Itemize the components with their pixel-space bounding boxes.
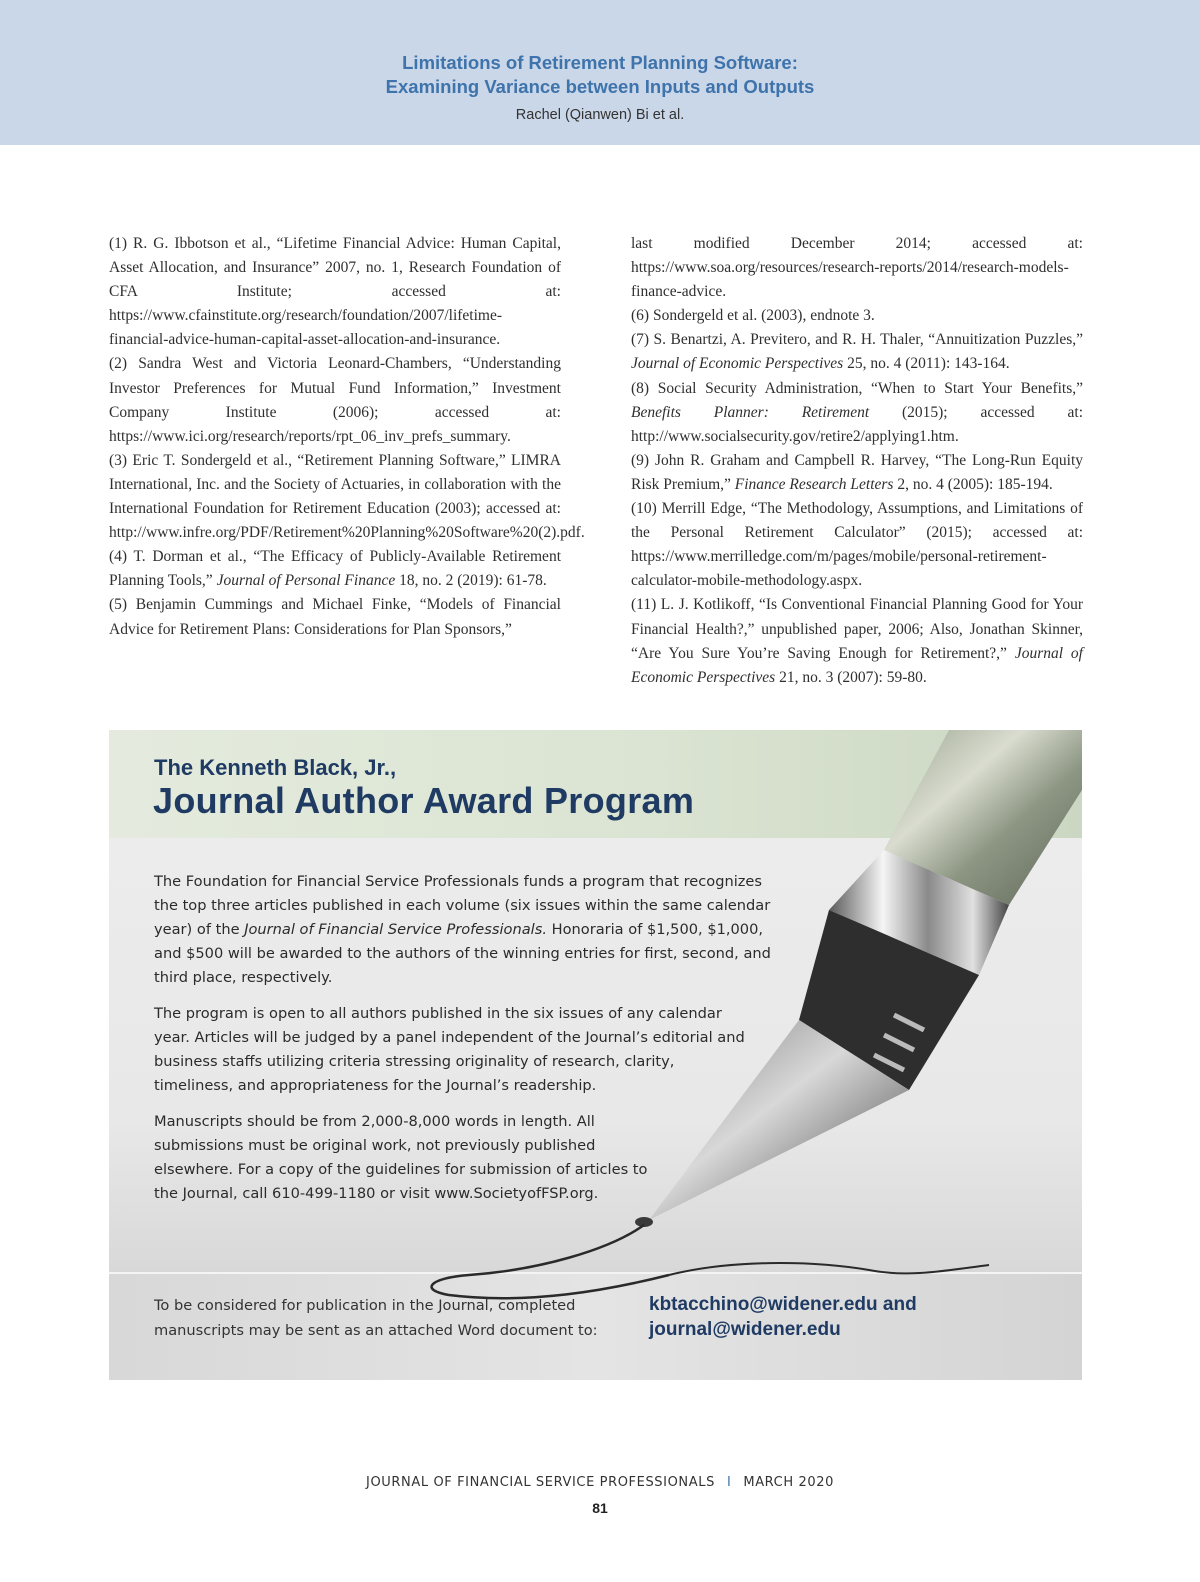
reference-text: last modified December 2014; accessed at: https://www.soa.org/resources/research-reports/2014/research-models-finance-advice. (631, 235, 1083, 301)
reference-item (631, 497, 1083, 593)
reference-text: (3) Eric T. Sondergeld et al., “Retirement Planning Software,” LIMRA International, Inc. and the Society of Actuaries, in collaboration with the International Foundation for Retirement Education (2003); accessed at: http://www.infre.org/PDF/Retirement%20Planning%20Software%20(2).pdf. (109, 451, 585, 542)
reference-text: (7) S. Benartzi, A. Previtero, and R. H. Thaler, “Annuitization Puzzles,” (631, 331, 1083, 349)
award-paragraph-3: Manuscripts should be from 2,000-8,000 words in length. All submissions must be original work, not previously published elsewhere. For a copy of the guidelines for submission of articles to the Journal, call 610-499-1180 or visit www.SocietyofFSP.org. (154, 1113, 648, 1202)
reference-text: (11) L. J. Kotlikoff, “Is Conventional Financial Planning Good for Your Financial Health?,” unpublished paper, 2006; Also, Jonathan Skinner, “Are You Sure You’re Saving Enough for Retirement?,” (631, 596, 1083, 662)
reference-text: (1) R. G. Ibbotson et al., “Lifetime Financial Advice: Human Capital, Asset Allocation, and Insurance” 2007, no. 1, Research Foundation of CFA Institute; accessed at: https://www.cfainstitute.org/research/foundation/2007/lifetime-financial-advice-human-capital-asset-allocation-and-insurance. (109, 235, 561, 349)
award-paragraph-1-text: The Foundation for Financial Service Professionals funds a program that recognizes the top three articles published in each volume (six issues within the same calendar year) of the (154, 873, 771, 938)
reference-item (109, 232, 561, 352)
page-header (0, 0, 1200, 145)
article-title-line-2: Examining Variance between Inputs and Outputs (385, 76, 815, 97)
award-journal-name: Journal of Financial Service Professionals. (244, 921, 547, 938)
reference-text: (2) Sandra West and Victoria Leonard-Chambers, “Understanding Investor Preferences for Mutual Fund Information,” Investment Company Institute (2006); accessed at: https://www.ici.org/research/reports/rpt_06_inv_prefs_summary. (109, 355, 561, 445)
reference-text: (9) John R. Graham and Campbell R. Harvey, “The Long-Run Equity Risk Premium,” (631, 451, 1083, 493)
reference-text: (5) Benjamin Cummings and Michael Finke, “Models of Financial Advice for Retirement Plans: Considerations for Plan Sponsors,” (109, 596, 561, 638)
footer-separator: I (726, 1475, 732, 1490)
award-paragraph-1 (154, 870, 774, 990)
award-paragraph-2: The program is open to all authors published in the six issues of any calendar year. Articles will be judged by a panel independent of the Journal’s editorial and business staffs utilizing criteria stressing originality of research, clarity, timeliness, and appropriateness for the Journal’s readership. (154, 1005, 745, 1094)
submission-emails (649, 1292, 979, 1342)
reference-citation: 25, no. 4 (2011): 143-164. (843, 355, 1010, 373)
footer-journal-name: JOURNAL OF FINANCIAL SERVICE PROFESSIONALS (366, 1475, 715, 1490)
reference-item (631, 593, 1083, 689)
submission-instructions: To be considered for publication in the Journal, completed manuscripts may be sent as an attached Word document to: (154, 1297, 598, 1339)
reference-item (631, 449, 1083, 497)
reference-publication: Journal of Economic Perspectives (631, 355, 844, 373)
reference-citation: 18, no. 2 (2019): 61-78. (395, 572, 547, 590)
reference-text: (6) Sondergeld et al. (2003), endnote 3. (631, 307, 875, 325)
footer-issue-date: MARCH 2020 (743, 1475, 834, 1490)
reference-item (109, 449, 585, 545)
reference-publication: Journal of Economic Perspectives (631, 644, 1083, 686)
email-link-1[interactable]: kbtacchino@widener.edu and (649, 1294, 917, 1315)
reference-citation: 21, no. 3 (2007): 59-80. (775, 668, 927, 686)
reference-item (109, 545, 561, 593)
reference-item (631, 377, 1083, 449)
reference-item (109, 593, 561, 641)
article-title-line-1: Limitations of Retirement Planning Software: (402, 52, 798, 73)
award-subtitle: The Kenneth Black, Jr., (154, 755, 397, 780)
reference-text: (10) Merrill Edge, “The Methodology, Assumptions, and Limitations of the Personal Retirement Calculator” (2015); accessed at: https://www.merrilledge.com/m/pages/mobile/personal-retirement-calculator-mobile-methodology.aspx. (631, 500, 1083, 590)
page-footer (0, 1475, 1200, 1490)
article-author: Rachel (Qianwen) Bi et al. (515, 107, 685, 123)
reference-publication: Finance Research Letters (734, 475, 894, 493)
reference-publication: Journal of Personal Finance (216, 572, 396, 590)
reference-citation: 2, no. 4 (2005): 185-194. (893, 475, 1053, 493)
reference-text: (4) T. Dorman et al., “The Efficacy of Publicly-Available Retirement Planning Tools,” (109, 548, 561, 590)
award-title: Journal Author Award Program (153, 780, 695, 821)
references-column-right (631, 232, 1083, 690)
reference-item (631, 328, 1083, 376)
reference-item (631, 304, 1083, 328)
reference-citation: (2015); accessed at: http://www.socialsecurity.gov/retire2/applying1.htm. (631, 403, 1083, 445)
reference-item (109, 352, 561, 448)
page-number: 81 (592, 1500, 608, 1516)
reference-text: (8) Social Security Administration, “When to Start Your Benefits,” (631, 379, 1083, 397)
email-link-2[interactable]: journal@widener.edu (649, 1319, 841, 1340)
references-column-left (109, 232, 585, 642)
reference-item (631, 232, 1083, 304)
award-paragraph-1-honoraria: Honoraria of $1,500, $1,000, and $500 will be awarded to the authors of the winning entries for first, second, and third place, respectively. (154, 921, 771, 986)
award-advertisement (109, 730, 1082, 1380)
reference-publication: Benefits Planner: Retirement (631, 403, 870, 421)
